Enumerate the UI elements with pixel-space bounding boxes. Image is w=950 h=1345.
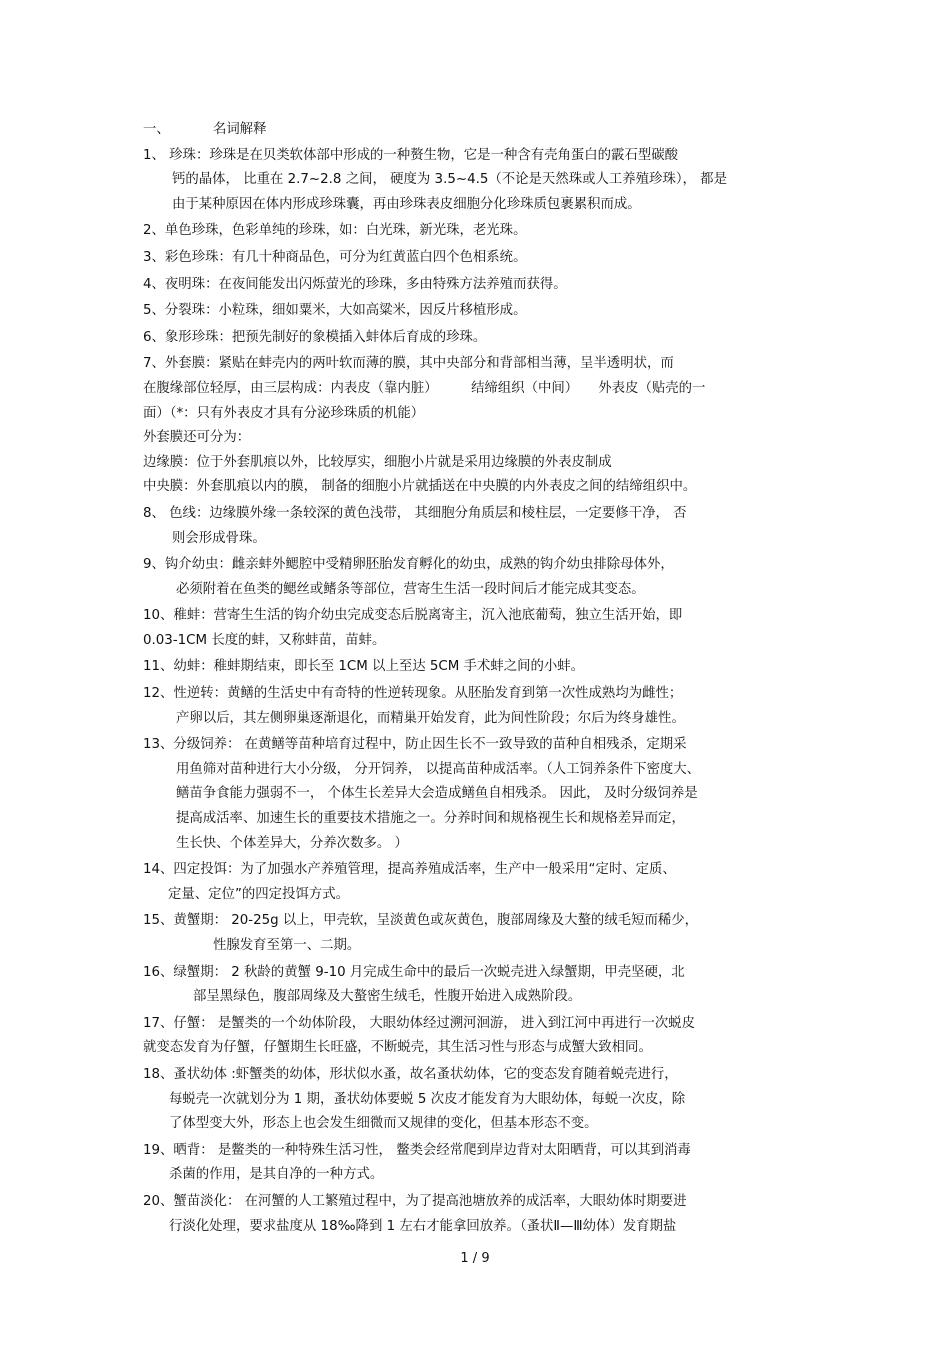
entry-line: 在腹缘部位轻厚，由三层构成：内表皮（靠内脏） 结缔组织（中间） 外表皮（贴壳的一 bbox=[143, 380, 706, 396]
entry-line: 3、彩色珍珠：有几十种商品色，可分为红黄蓝白四个色相系统。 bbox=[143, 249, 527, 265]
entry-line: 9、钩介幼虫：雌亲蚌外鳃腔中受精卵胚胎发育孵化的幼虫，成熟的钩介幼虫排除母体外， bbox=[143, 557, 674, 573]
entry-line: 11、幼蚌：稚蚌期结束，即长至 1CM 以上至达 5CM 手术蚌之间的小蚌。 bbox=[143, 659, 585, 675]
entry-line: 6、象形珍珠：把预先制好的象模插入蚌体后育成的珍珠。 bbox=[143, 329, 487, 345]
entry-line: 定量、定位”的四定投饵方式。 bbox=[168, 886, 350, 902]
definition-entry-3 bbox=[143, 246, 813, 271]
entry-line: 12、性逆转：黄鳝的生活史中有奇特的性逆转现象。从胚胎发育到第一次性成熟均为雌性； bbox=[143, 686, 683, 702]
definition-entry-4 bbox=[143, 273, 813, 298]
entry-line: 由于某种原因在体内形成珍珠囊，再由珍珠表皮细胞分化珍珠质包裹累积而成。 bbox=[172, 196, 641, 212]
entry-line: 外套膜还可分为： bbox=[143, 430, 251, 446]
definition-entry-5 bbox=[143, 299, 813, 324]
definition-entry-20 bbox=[143, 1190, 813, 1239]
entry-line: 7、外套膜：紧贴在蚌壳内的两叶软而薄的膜，其中央部分和背部相当薄，呈半透明状，而 bbox=[143, 356, 674, 372]
entry-line: 18、蚤状幼体 :虾蟹类的幼体，形状似水蚤，故名蚤状幼体，它的变态发育随着蜕壳进行， bbox=[143, 1066, 678, 1082]
definition-entry-15 bbox=[143, 909, 813, 958]
definition-entry-11 bbox=[143, 655, 813, 680]
entry-line: 17、仔蟹： 是蟹类的一个幼体阶段， 大眼幼体经过溯河洄游， 进入到江河中再进行一次蜕皮 bbox=[143, 1015, 696, 1031]
entry-line: 5、分裂珠：小粒珠，细如粟米，大如高粱米，因反片移植形成。 bbox=[143, 303, 527, 319]
entry-line: 4、夜明珠：在夜间能发出闪烁萤光的珍珠，多由特殊方法养殖而获得。 bbox=[143, 276, 567, 292]
entry-line: 中央膜：外套肌痕以内的膜， 制备的细胞小片就插送在中央膜的内外表皮之间的结缔组织中。 bbox=[143, 479, 697, 495]
definition-entry-12 bbox=[143, 682, 813, 731]
definition-entry-14 bbox=[143, 858, 813, 907]
entry-line: 用鱼筛对苗种进行大小分级， 分开饲养， 以提高苗种成活率。（人工饲养条件下密度大、 bbox=[176, 761, 701, 777]
entry-line: 行淡化处理，要求盐度从 18‰降到 1 左右才能拿回放养。（蚤状Ⅱ—Ⅲ幼体）发育期盐 bbox=[169, 1218, 677, 1234]
document-body bbox=[143, 118, 813, 1241]
section-title: 名词解释 bbox=[213, 122, 267, 137]
definition-entry-6 bbox=[143, 326, 813, 351]
entry-line: 部呈黑绿色，腹部周缘及大螯密生绒毛，性腹开始进入成熟阶段。 bbox=[193, 989, 582, 1005]
definition-entry-17 bbox=[143, 1012, 813, 1061]
definition-entry-13 bbox=[143, 733, 813, 856]
entry-line: 鳝苗争食能力强弱不一， 个体生长差异大会造成鳝鱼自相残杀。 因此， 及时分级饲养是 bbox=[176, 786, 698, 802]
entry-line: 10、稚蚌：营寄生生活的钩介幼虫完成变态后脱离寄主，沉入池底葡萄，独立生活开始，即 bbox=[143, 608, 683, 624]
entry-line: 钙的晶体， 比重在 2.7~2.8 之间， 硬度为 3.5~4.5（不论是天然珠或人工养殖珍珠）， 都是 bbox=[172, 172, 727, 188]
entry-line: 13、分级饲养： 在黄鳝等苗种培育过程中，防止因生长不一致导致的苗种自相残杀，定期采 bbox=[143, 737, 687, 753]
section-heading bbox=[143, 118, 813, 143]
page-indicator: 1 / 9 bbox=[460, 1251, 490, 1266]
entry-line: 2、单色珍珠，色彩单纯的珍珠，如：白光珠，新光珠，老光珠。 bbox=[143, 223, 527, 239]
entry-line: 边缘膜：位于外套肌痕以外，比较厚实，细胞小片就是采用边缘膜的外表皮制成 bbox=[143, 454, 612, 470]
entry-line: 生长快、个体差异大，分养次数多。 ） bbox=[176, 835, 408, 851]
definition-entry-19 bbox=[143, 1139, 813, 1188]
entry-line: 杀菌的作用，是其自净的一种方式。 bbox=[169, 1167, 384, 1183]
definition-entry-1 bbox=[143, 144, 813, 218]
definition-entry-16 bbox=[143, 961, 813, 1010]
entry-line: 性腺发育至第一、二期。 bbox=[213, 938, 361, 953]
entry-line: 15、黄蟹期： 20-25g 以上，甲壳软，呈淡黄色或灰黄色，腹部周缘及大螯的绒毛短而稀少， bbox=[143, 913, 699, 929]
entry-line: 8、 色线：边缘膜外缘一条较深的黄色浅带， 其细胞分角质层和棱柱层，一定要修干净， 否 bbox=[143, 505, 687, 521]
entry-line: 1、 珍珠：珍珠是在贝类软体部中形成的一种赘生物，它是一种含有壳角蛋白的霰石型碳酸 bbox=[143, 147, 679, 163]
definition-entry-9 bbox=[143, 553, 813, 602]
entry-line: 19、晒背： 是鳖类的一种特殊生活习性， 鳖类会经常爬到岸边背对太阳晒背，可以其到消毒 bbox=[143, 1142, 691, 1158]
entry-line: 14、四定投饵：为了加强水产养殖管理，提高养殖成活率，生产中一般采用“定时、定质、 bbox=[143, 862, 676, 878]
definition-entry-7 bbox=[143, 352, 813, 500]
entry-line: 了体型变大外，形态上也会发生细微而又规律的变化，但基本形态不变。 bbox=[169, 1116, 598, 1132]
entry-line: 面）（*：只有外表皮才具有分泌珍珠质的机能） bbox=[143, 405, 425, 421]
entry-line: 每蜕壳一次就划分为 1 期，蚤状幼体要蜕 5 次皮才能发育为大眼幼体，每蜕一次皮，除 bbox=[169, 1091, 686, 1107]
entry-line: 20、蟹苗淡化： 在河蟹的人工繁殖过程中，为了提高池塘放养的成活率，大眼幼体时期要进 bbox=[143, 1193, 687, 1209]
entry-line: 必须附着在鱼类的鳃丝或鳍条等部位，营寄生生活一段时间后才能完成其变态。 bbox=[176, 581, 645, 597]
entry-line: 16、绿蟹期： 2 秋龄的黄蟹 9-10 月完成生命中的最后一次蜕壳进入绿蟹期，甲壳坚硬，北 bbox=[143, 964, 685, 980]
entry-line: 就变态发育为仔蟹，仔蟹期生长旺盛，不断蜕壳，其生活习性与形态与成蟹大致相同。 bbox=[143, 1040, 652, 1056]
entry-line: 则会形成骨珠。 bbox=[172, 530, 266, 546]
entry-line: 0.03-1CM 长度的蚌，又称蚌苗，苗蚌。 bbox=[143, 632, 386, 648]
definition-entry-2 bbox=[143, 219, 813, 244]
entry-line: 提高成活率、加速生长的重要技术措施之一。分养时间和规格视生长和规格差异而定， bbox=[176, 811, 685, 827]
definition-entry-18 bbox=[143, 1063, 813, 1137]
definition-entry-10 bbox=[143, 604, 813, 653]
definition-entry-8 bbox=[143, 502, 813, 551]
entry-line: 产卵以后，其左侧卵巢逐渐退化，而精巢开始发育，此为间性阶段；尔后为终身雄性。 bbox=[176, 710, 685, 726]
section-number: 一、 bbox=[143, 122, 170, 137]
